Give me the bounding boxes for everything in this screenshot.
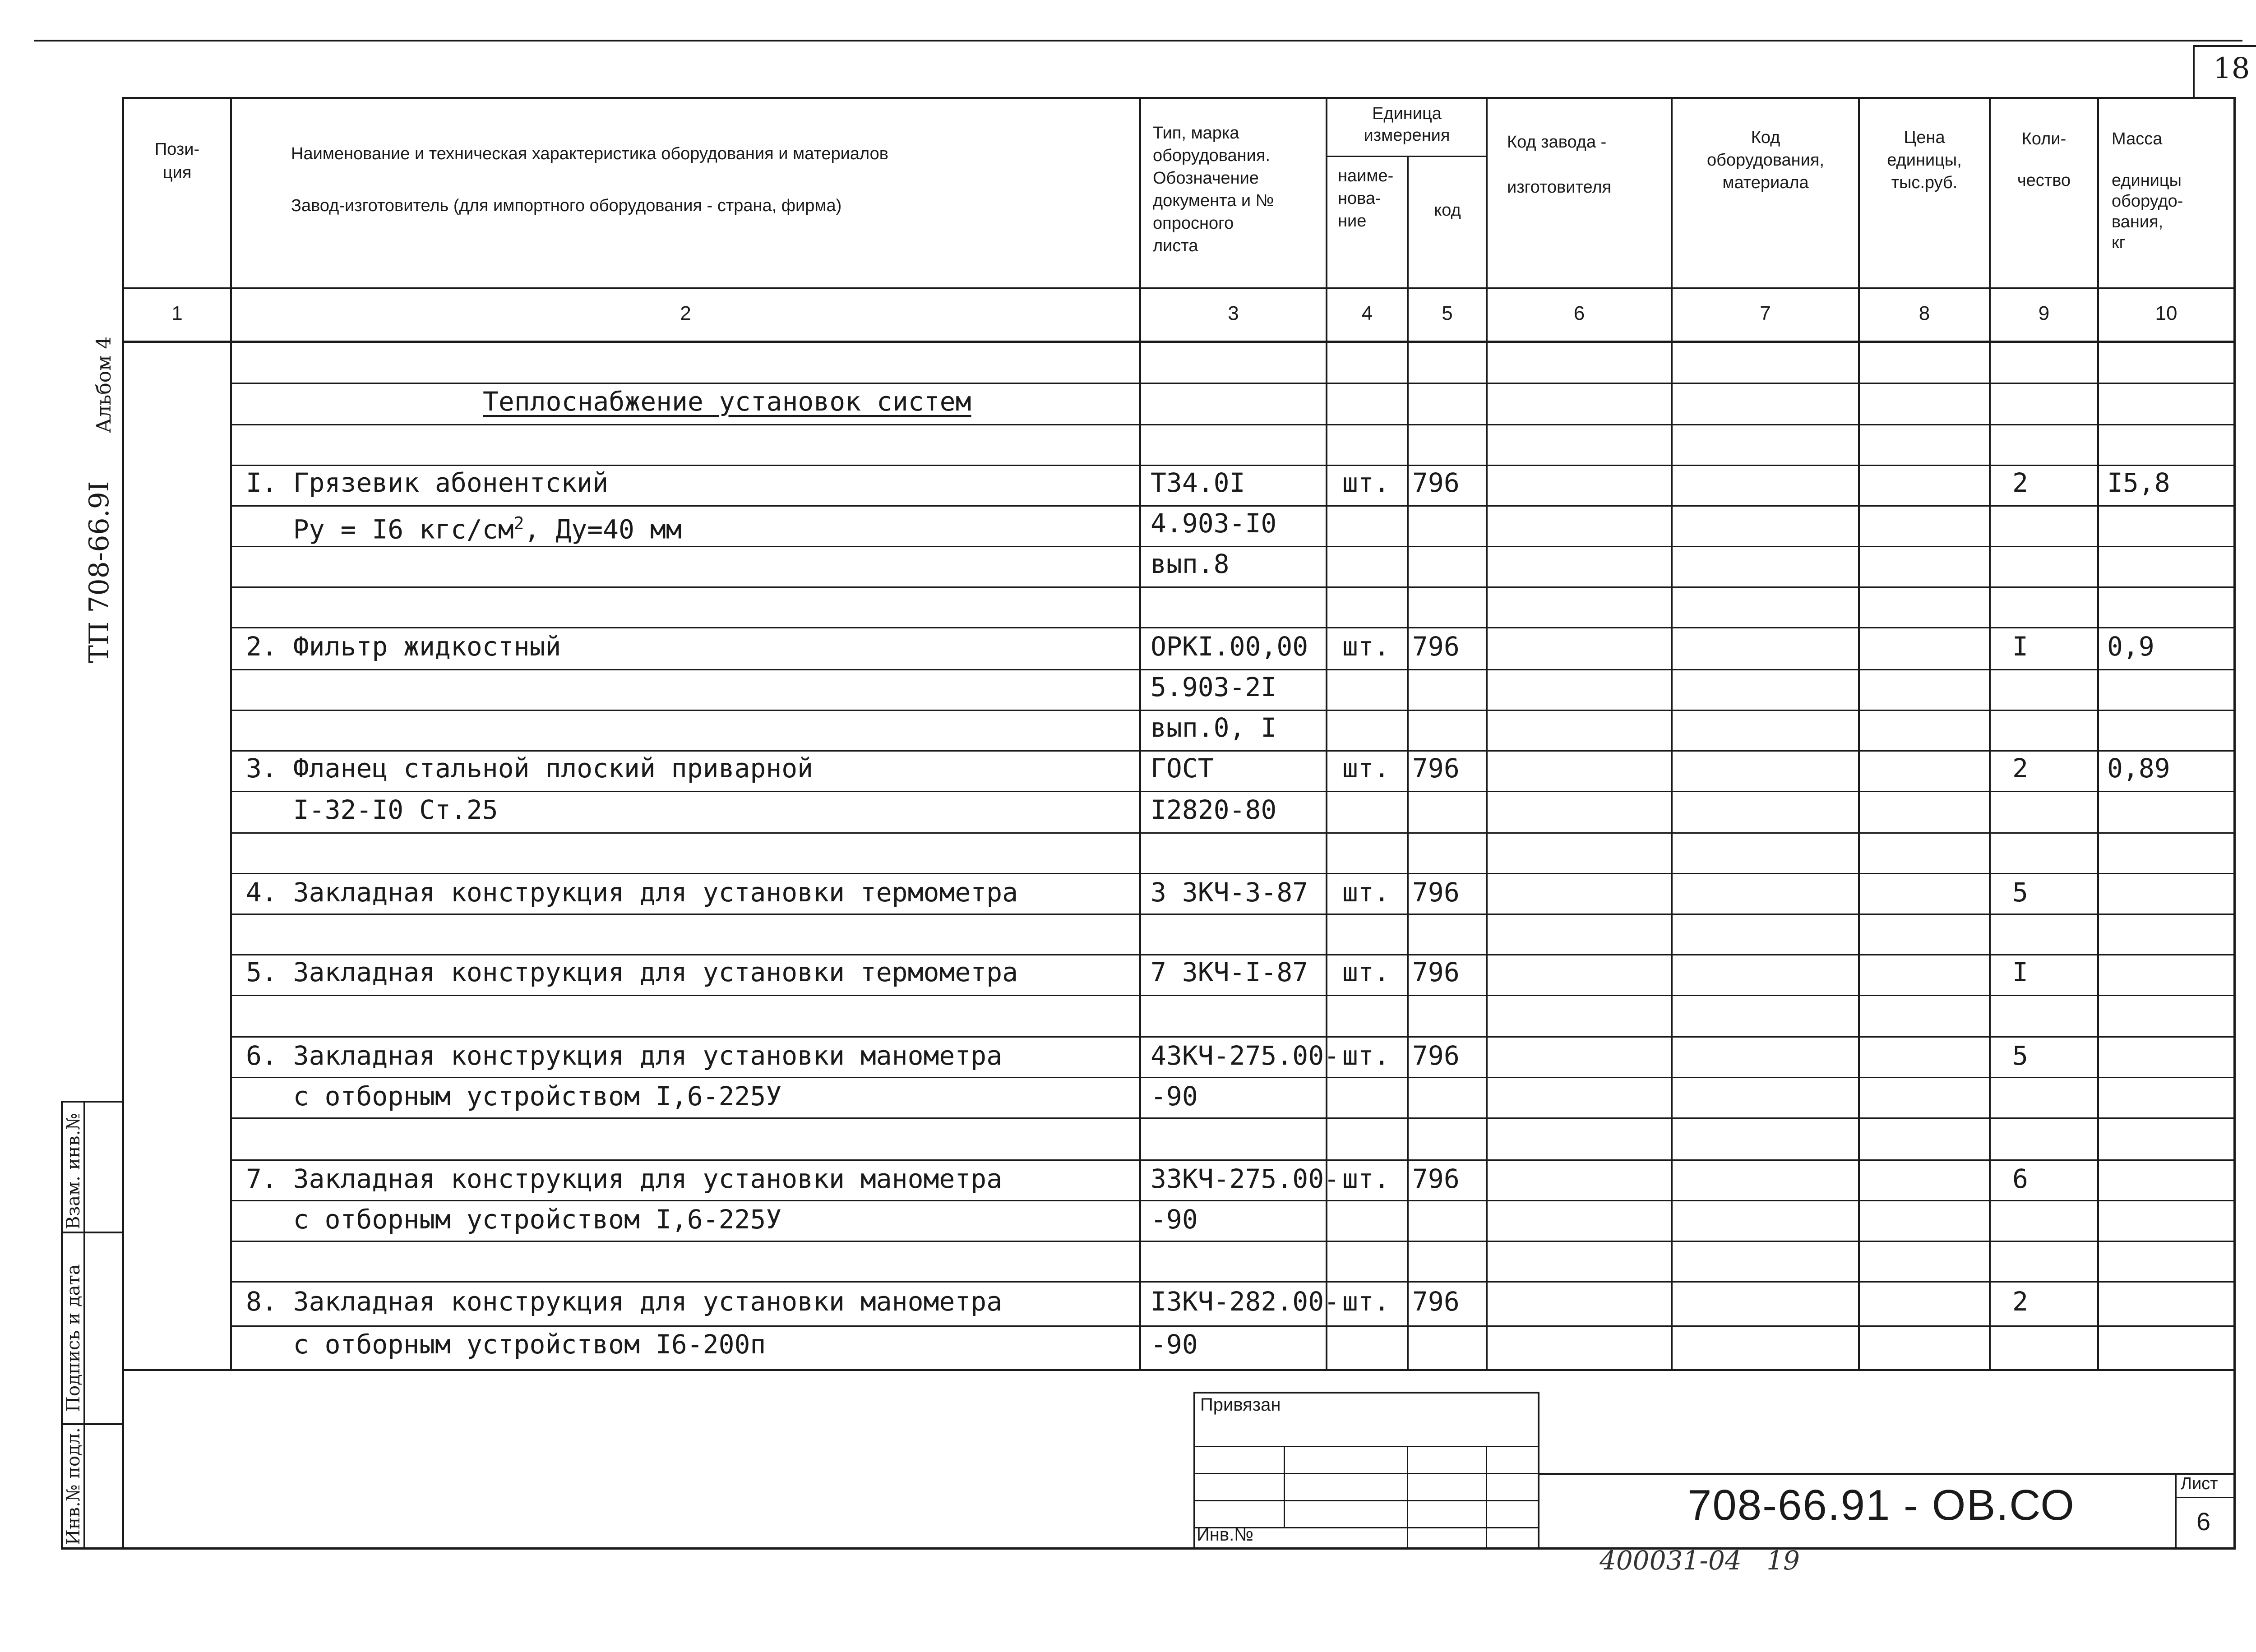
row-name [246,508,682,545]
row-line [230,1200,2233,1201]
row-name: 5. Закладная конструкция для установки термометра [246,957,1018,988]
col-line-6 [1671,97,1673,1370]
privyazan-label: Привязан [1200,1395,1281,1415]
colnum-7: 7 [1760,302,1771,324]
corner-box-left [2193,45,2195,99]
stamp-grid-col [1486,1446,1487,1550]
row-line [230,1077,2233,1078]
row-line [230,546,2233,547]
podpis-data-label: Подпись и дата [63,1264,84,1412]
row-name: 6. Закладная конструкция для установки манометра [246,1040,1003,1071]
inv-podl-label: Инв.№ подл. [63,1427,84,1545]
table-top-line [122,97,2236,99]
list-box-left [2175,1473,2177,1550]
row-line [230,1325,2233,1327]
stamp-grid-top [1193,1392,1539,1394]
header-name-line1: Наименование и техническая характеристика оборудования и материалов [291,144,888,163]
header-price: Цена единицы, тыс.руб. [1887,128,1962,192]
colnum-1: 1 [171,302,183,324]
row-unit: шт. [1342,467,1390,498]
row-name-tail: , Ду=40 мм [524,514,682,545]
row-type: I2820-80 [1151,794,1277,825]
row-line [230,954,2233,955]
row-line [230,1159,2233,1161]
colnum-5: 5 [1442,302,1453,324]
row-line [230,791,2233,792]
row-type: 5.903-2I [1151,672,1277,702]
stamp-grid-col [1284,1446,1285,1527]
approval-block-sep2 [61,1423,124,1425]
colnum-3: 3 [1228,302,1239,324]
stamp-grid-right [1538,1392,1539,1550]
row-unit: шт. [1342,957,1390,988]
row-code: 796 [1412,1163,1460,1194]
corner-box-top [2193,45,2256,47]
doc-block-top [1539,1473,2236,1475]
row-type: 7 ЗКЧ-I-87 [1151,957,1308,988]
row-line [230,586,2233,588]
col-line-5 [1486,97,1488,1370]
row-qty: 2 [2012,1286,2028,1317]
colnum-bottom-line [122,341,2236,343]
approval-block-sep1 [61,1232,124,1233]
row-name: 2. Фильтр жидкостный [246,631,561,662]
row-line [230,832,2233,834]
row-line [230,627,2233,628]
list-box-sep [2175,1497,2236,1498]
row-name: 4. Закладная конструкция для установки термометра [246,877,1018,908]
header-type: Тип, марка оборудования. Обозначение документа и № опросного листа [1153,124,1274,255]
row-line [230,750,2233,752]
row-code: 796 [1412,631,1460,662]
row-qty: 2 [2012,753,2028,784]
colnum-6: 6 [1573,302,1585,324]
row-name: I. Грязевик абонентский [246,467,609,498]
row-name-text: Ру = I6 кгс/см [246,514,514,545]
header-quantity: Коли- чество [2017,129,2071,190]
header-bottom-line [122,287,2236,289]
header-unit-group: Единица измерения [1364,104,1450,145]
row-name: с отборным устройством I,6-225У [246,1081,782,1112]
row-qty: I [2012,957,2028,988]
row-qty: I [2012,631,2028,662]
unit-group-line [1326,156,1488,157]
row-unit: шт. [1342,877,1390,908]
row-line [230,914,2233,915]
header-position: Пози- ция [154,140,200,182]
stamp-grid-col [1407,1446,1408,1550]
sheet-corner-number: 18 [2213,52,2250,85]
row-code: 796 [1412,1286,1460,1317]
approval-block-left [61,1101,63,1550]
approval-block-top [61,1101,124,1103]
row-unit: шт. [1342,1040,1390,1071]
list-label: Лист [2181,1474,2218,1493]
row-line [230,995,2233,996]
handwritten-inventory-mark: 400031-04 19 [1600,1545,1800,1576]
vzam-inv-label: Взам. инв.№ [63,1112,84,1229]
row-type: Т34.0I [1151,467,1245,498]
row-code: 796 [1412,877,1460,908]
row-line [230,424,2233,425]
stamp-grid-left [1193,1392,1195,1550]
row-code: 796 [1412,753,1460,784]
row-qty: 5 [2012,1040,2028,1071]
row-name: 7. Закладная конструкция для установки манометра [246,1163,1003,1194]
row-type: 3 ЗКЧ-3-87 [1151,877,1308,908]
row-type: вып.0, I [1151,712,1277,743]
col-line-9 [2097,97,2099,1370]
col-line-1 [230,97,232,1370]
row-unit: шт. [1342,1163,1390,1194]
row-line [230,1241,2233,1242]
row-mass: 0,9 [2107,631,2154,662]
row-line [230,669,2233,670]
row-name: I-32-I0 Ст.25 [246,794,498,825]
inv-no-label: Инв.№ [1197,1525,1254,1545]
row-type: -90 [1151,1081,1198,1112]
row-name: 8. Закладная конструкция для установки манометра [246,1286,1003,1317]
row-qty: 2 [2012,467,2028,498]
row-type: -90 [1151,1329,1198,1360]
row-line [230,1036,2233,1038]
row-name: с отборным устройством I,6-225У [246,1204,782,1235]
colnum-4: 4 [1361,302,1373,324]
table-bottom-line [61,1547,2236,1550]
row-code: 796 [1412,1040,1460,1071]
row-code: 796 [1412,957,1460,988]
row-type: -90 [1151,1204,1198,1235]
header-unit-name: наиме- нова- ние [1338,166,1394,231]
row-type: ОРКI.00,00 [1151,631,1308,662]
col-line-8 [1989,97,1991,1370]
col-line-7 [1858,97,1860,1370]
frame-top-line [34,40,2242,42]
row-line [230,465,2233,466]
row-mass: 0,89 [2107,753,2170,784]
album-label: Альбом 4 [92,336,116,433]
colnum-8: 8 [1919,302,1930,324]
row-qty: 6 [2012,1163,2028,1194]
row-type: 4.903-I0 [1151,508,1277,539]
body-bottom-line [122,1369,2236,1371]
project-label: ТП 708-66.9I [83,481,115,663]
row-mass: I5,8 [2107,467,2170,498]
row-type: 3ЗКЧ-275.00- [1151,1163,1340,1194]
row-name: 3. Фланец стальной плоский приварной [246,753,814,784]
header-mass: Масса единицы оборудо- вания, кг [2112,129,2183,252]
colnum-2: 2 [680,302,691,324]
row-line [230,873,2233,874]
col-line-2 [1139,97,1141,1370]
header-unit-code: код [1434,201,1461,220]
col-line-4 [1407,156,1409,1370]
header-equipment-code: Код оборудования, материала [1706,128,1825,192]
colnum-9: 9 [2038,302,2050,324]
row-line [230,710,2233,711]
row-line [230,383,2233,384]
row-type: вып.8 [1151,549,1230,579]
header-factory-code: Код завода - изготовителя [1507,133,1612,197]
colnum-10: 10 [2155,302,2177,324]
row-unit: шт. [1342,1286,1390,1317]
row-name: с отборным устройством I6-200п [246,1329,766,1360]
document-number: 708-66.91 - ОВ.СО [1687,1481,2075,1529]
table-right-line [2233,97,2236,1550]
row-code: 796 [1412,467,1460,498]
row-type: I3КЧ-282.00- [1151,1286,1340,1317]
row-line [230,1117,2233,1119]
row-unit: шт. [1342,753,1390,784]
row-qty: 5 [2012,877,2028,908]
row-unit: шт. [1342,631,1390,662]
row-type: 4ЗКЧ-275.00- [1151,1040,1340,1071]
list-number: 6 [2196,1507,2211,1536]
row-line [230,505,2233,507]
section-title: Теплоснабжение установок систем [483,386,971,417]
header-name-line2: Завод-изготовитель (для импортного оборудования - страна, фирма) [291,196,842,215]
row-line [230,1281,2233,1283]
row-name-superscript: 2 [513,513,524,533]
row-type: ГОСТ [1151,753,1214,784]
